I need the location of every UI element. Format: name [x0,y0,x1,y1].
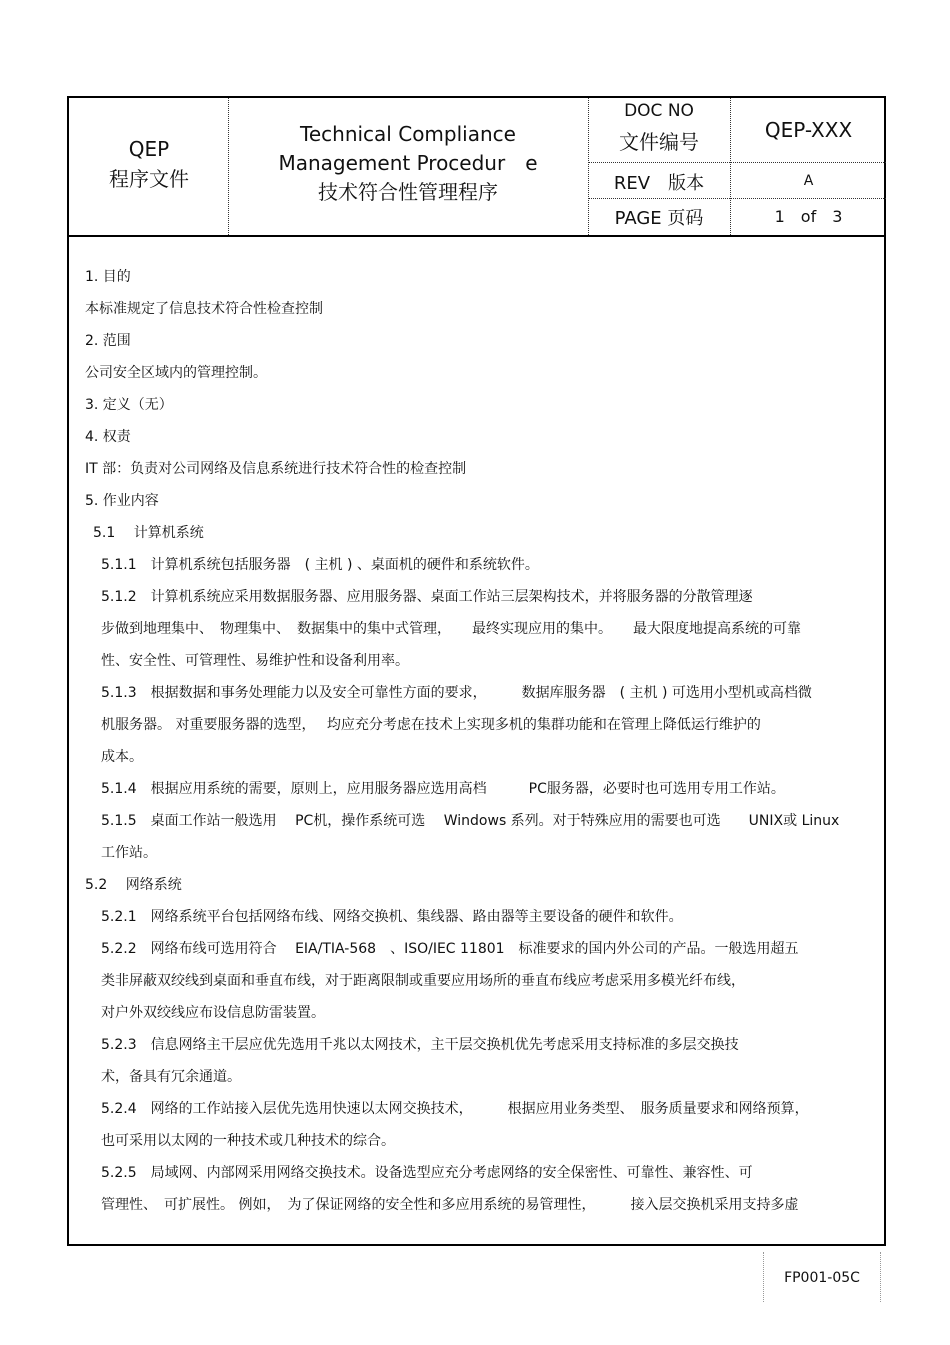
body-line: IT 部：负责对公司网络及信息系统进行技术符合性的检查控制 [85,461,467,477]
clause-line: 类非屏蔽双绞线到桌面和垂直布线，对于距离限制或重要应用场所的垂直布线应考虑采用多模光纤布线， [101,973,745,989]
clause-line: 5.2.2 网络布线可选用符合 EIA/TIA-568 、ISO/IEC 11801 标准要求的国内外公司的产品。一般选用超五 [101,941,799,957]
doc-no-value: QEP-XXX [764,118,853,142]
doc-no-label-cn: 文件编号 [619,130,699,154]
doc-no-label: DOC NO [624,101,694,121]
document-frame [67,96,886,1246]
title-cn: 技术符合性管理程序 [318,180,498,204]
clause-line: 也可采用以太网的一种技术或几种技术的综合。 [101,1133,395,1149]
clause-line: 对户外双绞线应布设信息防雷装置。 [101,1005,325,1021]
clause-line: 性、安全性、可管理性、易维护性和设备利用率。 [101,653,409,669]
body-line: 本标准规定了信息技术符合性检查控制 [85,301,323,317]
clause-line: 工作站。 [101,845,157,861]
title-en-line-2: Management Procedur e [278,151,538,175]
rev-label: REV 版本 [613,173,705,194]
page-value: 1 of 3 [774,207,843,226]
clause-line: 机服务器。 对重要服务器的选型， 均应充分考虑在技术上实现多机的集群功能和在管理上降低运行维护的 [101,717,761,733]
body-line: 公司安全区域内的管理控制。 [85,365,267,381]
clause-line: 5.2.1 网络系统平台包括网络布线、网络交换机、集线器、路由器等主要设备的硬件和软件。 [101,909,683,925]
subsection-heading: 5.1 计算机系统 [93,525,204,541]
clause-line: 成本。 [101,749,143,765]
section-heading: 3. 定义（无） [85,397,173,413]
clause-line: 5.1.2 计算机系统应采用数据服务器、应用服务器、桌面工作站三层架构技术，并将服务器的分散管理逐 [101,589,753,605]
section-heading: 5. 作业内容 [85,493,159,509]
clause-line: 5.2.5 局域网、内部网采用网络交换技术。设备选型应充分考虑网络的安全保密性、可靠性、兼容性、可 [101,1165,753,1181]
section-heading: 2. 范围 [85,333,131,349]
org-code: QEP [128,137,170,161]
clause-line: 5.1.4 根据应用系统的需要，原则上，应用服务器应选用高档 PC服务器，必要时也可选用专用工作站。 [101,781,785,797]
subsection-heading: 5.2 网络系统 [85,877,182,893]
clause-line: 步做到地理集中、 物理集中、 数据集中的集中式管理， 最终实现应用的集中。 最大限度地提高系统的可靠 [101,621,801,637]
page-label: PAGE 页码 [614,208,704,229]
rev-value: A [803,173,814,189]
clause-line: 5.2.4 网络的工作站接入层优先选用快速以太网交换技术， 根据应用业务类型、 服务质量要求和网络预算， [101,1101,809,1117]
clause-line: 5.1.1 计算机系统包括服务器 ( 主机 ) 、桌面机的硬件和系统软件。 [101,557,539,573]
clause-line: 管理性、 可扩展性。 例如， 为了保证网络的安全性和多应用系统的易管理性， 接入层交换机采用支持多虚 [101,1197,799,1213]
org-doc-type: 程序文件 [109,167,189,191]
footer-box [763,1252,881,1302]
clause-line: 5.2.3 信息网络主干层应优先选用千兆以太网技术，主干层交换机优先考虑采用支持标准的多层交换技 [101,1037,739,1053]
section-heading: 4. 权责 [85,429,131,445]
body-content [69,98,884,1244]
clause-line: 术，备具有冗余通道。 [101,1069,241,1085]
title-en-line-1: Technical Compliance [300,122,516,146]
form-code: FP001-05C [784,1270,860,1286]
section-heading: 1. 目的 [85,269,131,285]
clause-line: 5.1.5 桌面工作站一般选用 PC机，操作系统可选 Windows 系列。对于特殊应用的需要也可选 UNIX或 Linux [101,813,840,829]
clause-line: 5.1.3 根据数据和事务处理能力以及安全可靠性方面的要求， 数据库服务器 ( 主机 ) 可选用小型机或高档微 [101,685,812,701]
